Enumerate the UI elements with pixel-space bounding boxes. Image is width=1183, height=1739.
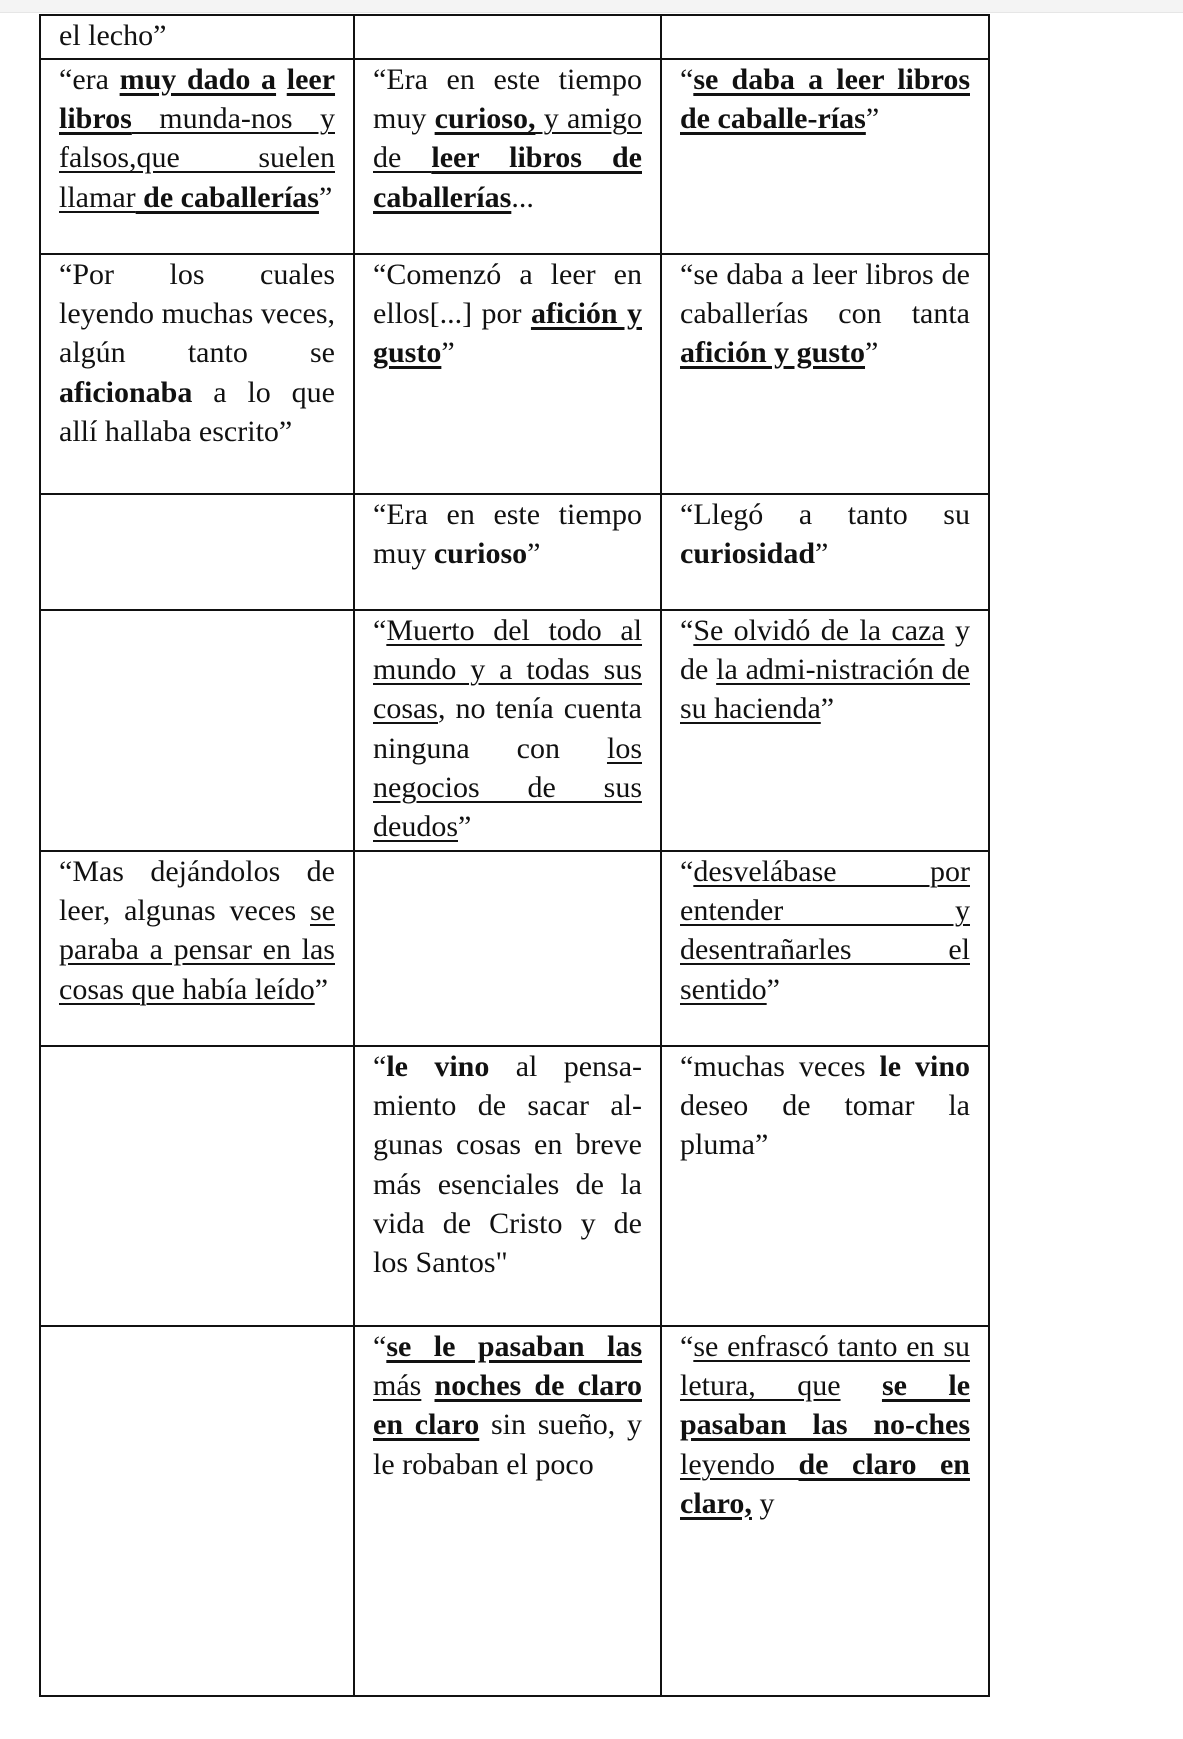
plain-text: “Llegó a tanto su — [680, 498, 970, 531]
bold-text: le vino — [386, 1050, 490, 1083]
plain-text: y — [751, 1486, 775, 1520]
table-row — [40, 1326, 989, 1696]
table-cell-col3 — [661, 59, 989, 254]
plain-text: “ — [680, 614, 694, 647]
bold-underlined-text: afición y gusto — [373, 297, 642, 370]
plain-text: ” — [458, 810, 472, 844]
plain-text: “Mas dejándolos de leer, algunas veces — [59, 855, 335, 928]
bold-underlined-text: noches de claro en claro — [373, 1369, 642, 1442]
plain-text: “Era en este tiempo muy — [373, 63, 642, 136]
table-row — [40, 15, 989, 59]
table-cell-col3 — [661, 610, 989, 851]
underlined-text: desvelábase por entender y desentrañarles el sentido — [680, 855, 970, 1006]
plain-text — [276, 63, 287, 96]
bold-underlined-text: de claro en claro, — [680, 1447, 970, 1520]
plain-text: “ — [373, 1330, 387, 1363]
bold-underlined-text: curioso, — [434, 102, 536, 136]
table-cell-col1 — [40, 59, 354, 254]
plain-text — [841, 1369, 882, 1402]
bold-text: le vino — [879, 1050, 971, 1083]
bold-underlined-text: se daba a leer libros de caballe-rías — [680, 63, 970, 136]
table-cell-col3 — [661, 494, 989, 610]
plain-text: “Comenzó a leer en ellos[...] por — [373, 258, 642, 331]
plain-text: “ — [373, 1050, 387, 1083]
table-cell-col1 — [40, 1326, 354, 1696]
plain-text: ” — [527, 537, 541, 571]
plain-text — [421, 1369, 434, 1402]
table-cell-col1 — [40, 610, 354, 851]
table-cell-col3 — [661, 15, 989, 59]
plain-text: el lecho” — [59, 19, 167, 52]
table-cell-col3 — [661, 851, 989, 1046]
plain-text: ” — [820, 692, 835, 726]
underlined-text: se enfrascó tanto en su letura, que — [680, 1330, 970, 1403]
plain-text: “se daba a leer libros de caballerías con tanta — [680, 258, 970, 331]
viewer-top-bar — [0, 0, 1183, 13]
bold-underlined-text: muy dado a — [119, 63, 277, 96]
plain-text: “ — [373, 614, 387, 647]
table-cell-col2 — [354, 610, 661, 851]
plain-text: deseo de tomar la pluma” — [680, 1089, 970, 1162]
bold-underlined-text: leer libros de caballerías — [373, 141, 642, 214]
table-cell-col3 — [661, 254, 989, 494]
underlined-text: y amigo de — [373, 102, 642, 175]
plain-text: y de — [680, 614, 970, 687]
plain-text: sin sueño, y le robaban el poco — [373, 1408, 642, 1481]
underlined-text: se paraba a pensar en las cosas que había leído — [59, 894, 335, 1006]
table-cell-col2 — [354, 1046, 661, 1326]
table-cell-col1 — [40, 15, 354, 59]
table-cell-col3 — [661, 1046, 989, 1326]
plain-text: “ — [680, 63, 694, 96]
table-row — [40, 59, 989, 254]
plain-text: ” — [318, 180, 333, 214]
plain-text: ” — [865, 336, 879, 370]
table-cell-col2 — [354, 494, 661, 610]
table-cell-col2 — [354, 59, 661, 254]
table-cell-col1 — [40, 851, 354, 1046]
bold-underlined-text: se le pasaban las no-ches — [680, 1369, 971, 1442]
plain-text: ” — [815, 537, 829, 571]
table-cell-col1 — [40, 1046, 354, 1326]
plain-text: “ — [680, 855, 694, 888]
comparison-table — [39, 14, 990, 1697]
bold-underlined-text: de caballerías — [135, 180, 319, 214]
table-row — [40, 610, 989, 851]
table-row — [40, 494, 989, 610]
bold-underlined-text: leer libros — [59, 63, 336, 136]
table-row — [40, 851, 989, 1046]
plain-text: ” — [865, 102, 880, 136]
plain-text: “Por los cuales leyendo muchas veces, algún tanto se — [59, 258, 335, 370]
underlined-text: la admi-nistración de su hacienda — [680, 653, 970, 726]
plain-text: “era — [59, 63, 120, 96]
table-row — [40, 1046, 989, 1326]
table-cell-col2 — [354, 15, 661, 59]
plain-text: al pensa-miento de sacar al-gunas cosas en breve más esenciales de la vida de Cristo y de los Santos" — [373, 1050, 643, 1280]
bold-text: curioso — [433, 537, 528, 571]
table-cell-col2 — [354, 1326, 661, 1696]
plain-text: ... — [511, 180, 534, 214]
bold-text: aficionaba — [59, 375, 193, 409]
underlined-text: Muerto del todo al mundo y a todas sus cosas — [373, 614, 642, 726]
underlined-text: más — [373, 1369, 422, 1403]
plain-text: ” — [766, 972, 780, 1006]
plain-text: a lo que allí hallaba escrito” — [59, 375, 335, 448]
plain-text: ” — [441, 336, 455, 370]
bold-text: curiosidad — [680, 537, 816, 571]
table-cell-col3 — [661, 1326, 989, 1696]
underlined-text: munda-nos y falsos,que suelen llamar — [59, 102, 335, 214]
underlined-text: leyendo — [680, 1447, 799, 1481]
plain-text: “muchas veces — [680, 1050, 880, 1083]
table-cell-col2 — [354, 851, 661, 1046]
bold-underlined-text: se le pasaban las — [386, 1330, 642, 1363]
underlined-text: Se olvidó de la caza — [693, 614, 945, 647]
table-row — [40, 254, 989, 494]
table-cell-col2 — [354, 254, 661, 494]
table-cell-col1 — [40, 494, 354, 610]
table-cell-col1 — [40, 254, 354, 494]
plain-text: “Era en este tiempo muy — [373, 498, 642, 571]
plain-text: “ — [680, 1330, 694, 1363]
plain-text: ” — [314, 972, 329, 1006]
bold-underlined-text: afición y gusto — [680, 336, 866, 370]
underlined-text: los negocios de sus deudos — [373, 731, 642, 844]
plain-text: , no tenía cuenta ninguna con — [373, 692, 642, 765]
